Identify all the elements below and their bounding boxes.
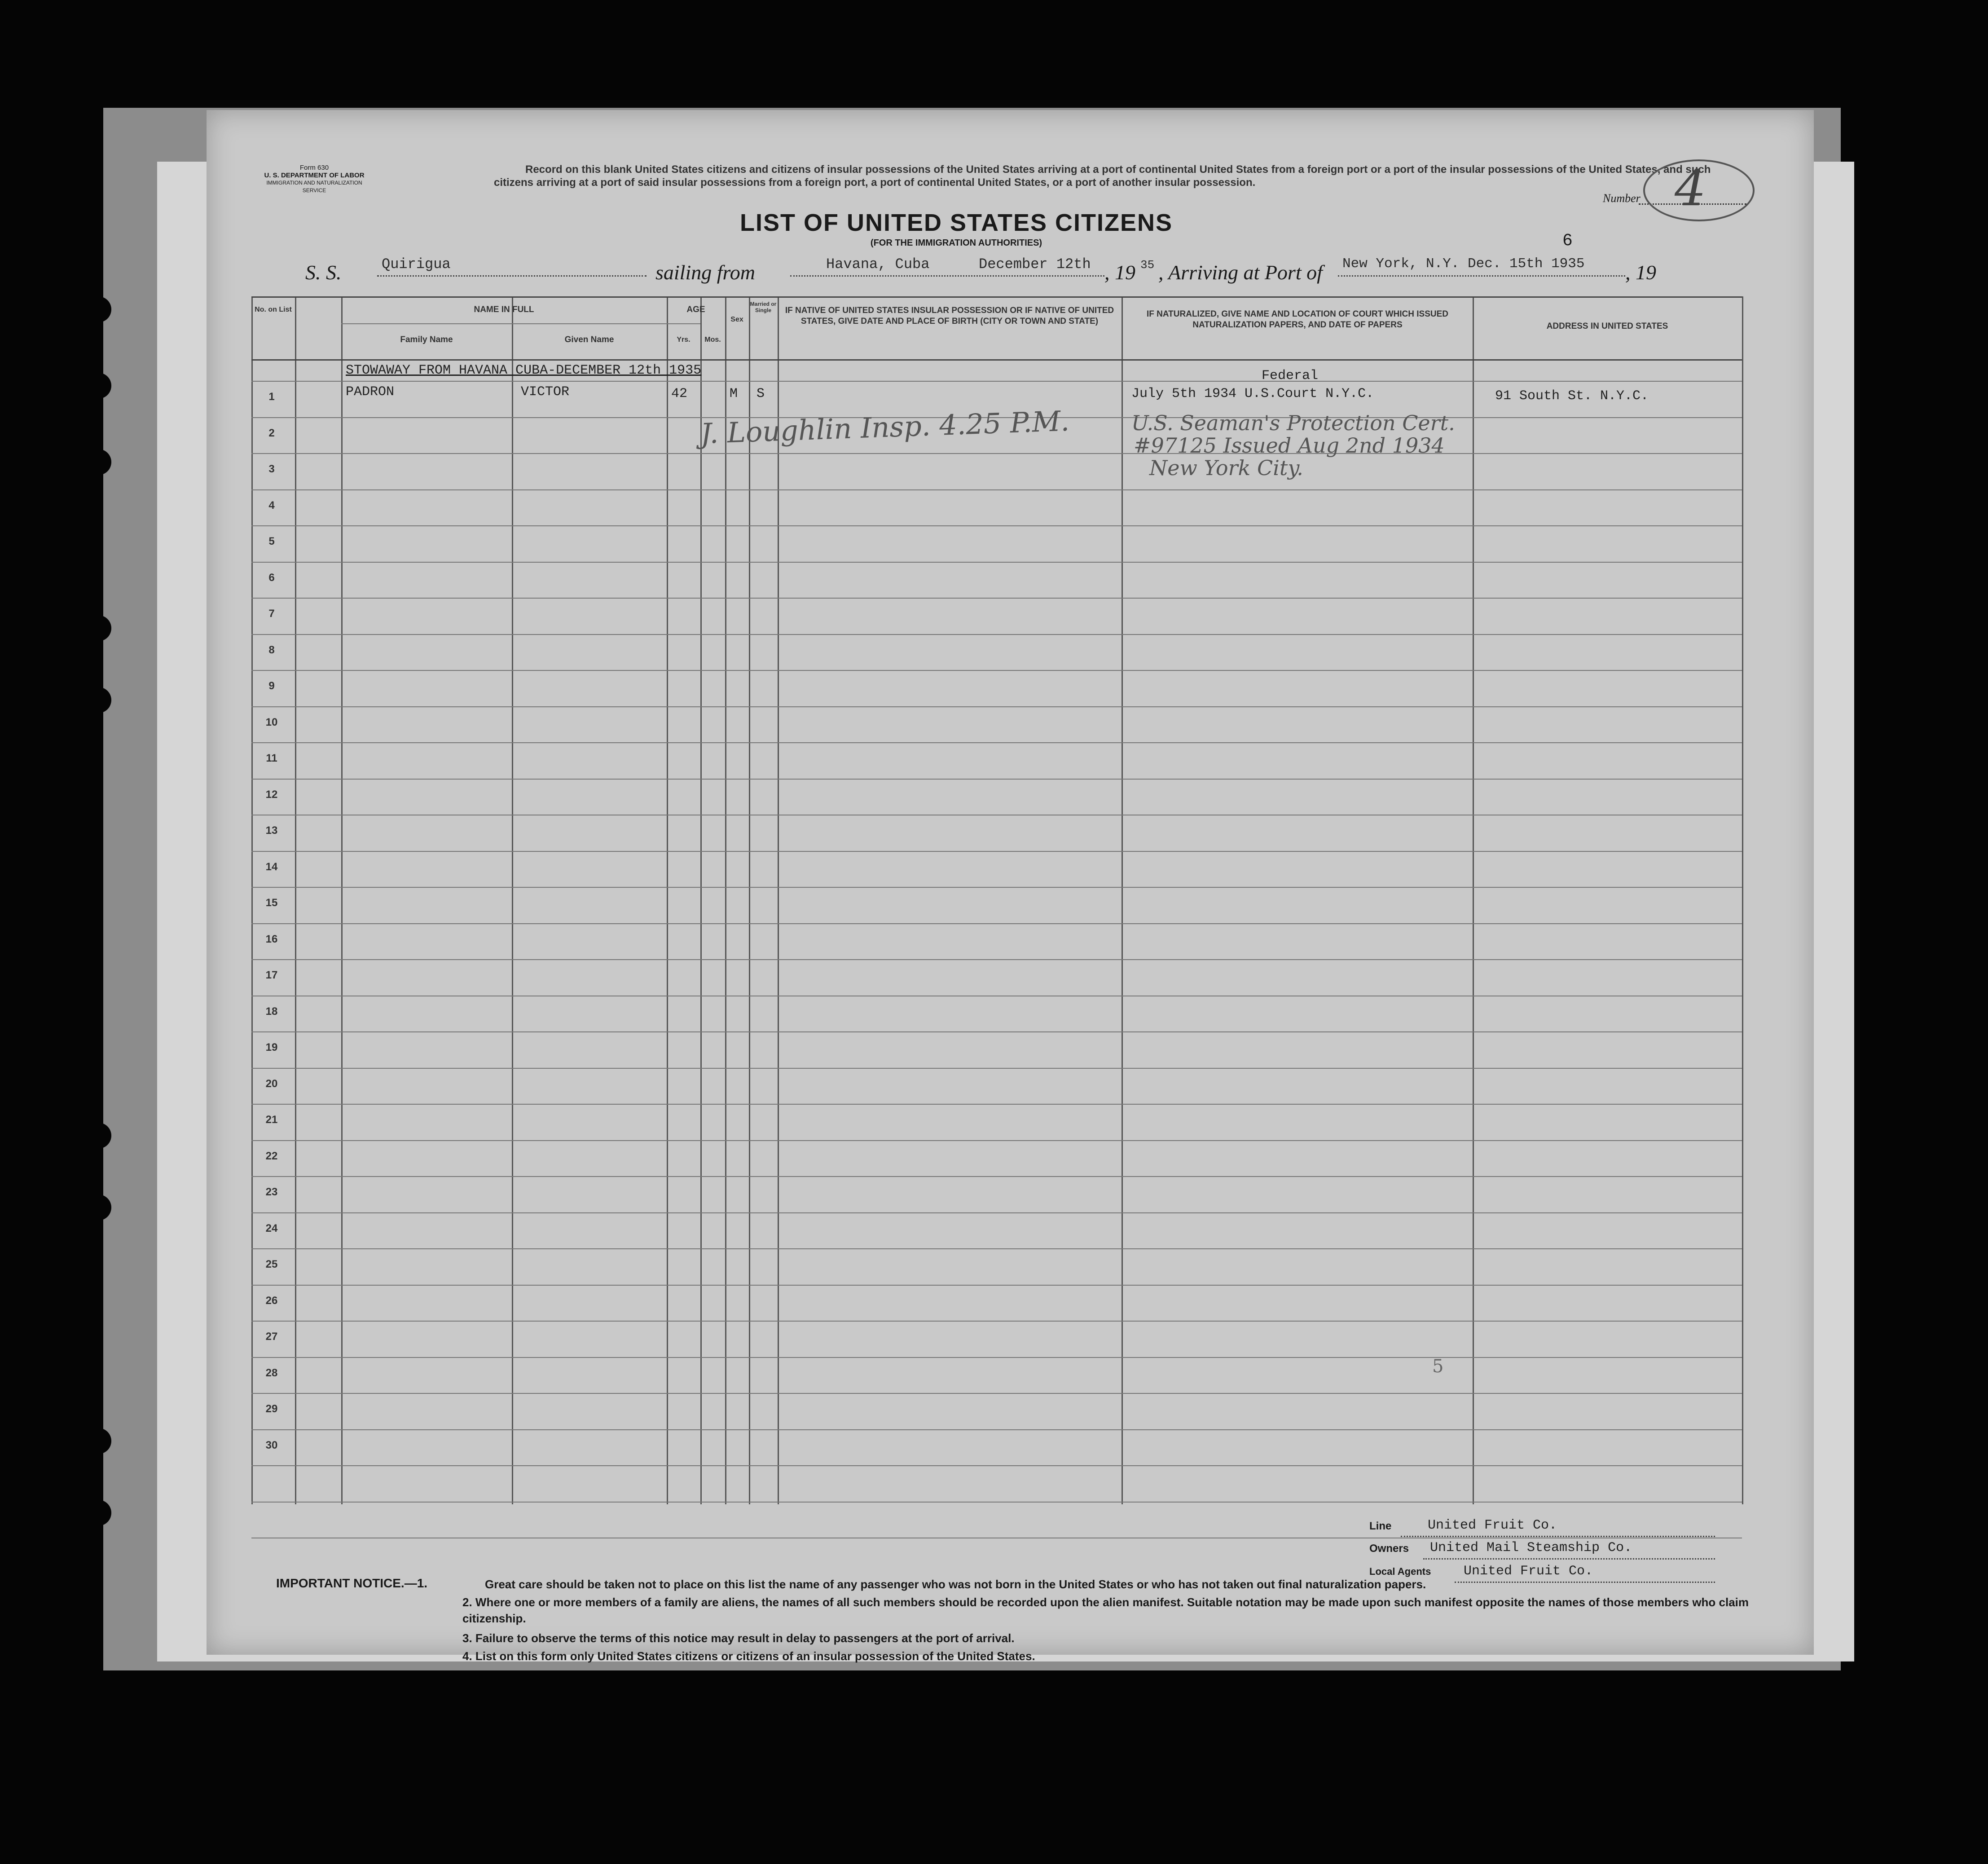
row-divider bbox=[251, 742, 1742, 743]
row-number: 10 bbox=[265, 716, 278, 728]
row-divider bbox=[251, 1031, 1742, 1032]
notice-item-3: 3. Failure to observe the terms of this notice may result in delay to passengers at the port of arrival. bbox=[462, 1631, 1015, 1645]
row-divider bbox=[251, 1212, 1742, 1213]
row-number: 5 bbox=[268, 535, 275, 547]
binder-hole bbox=[85, 449, 111, 475]
row-number: 12 bbox=[265, 788, 278, 801]
arrival-underline bbox=[1338, 275, 1625, 277]
stamp-mark: 5 bbox=[1432, 1356, 1444, 1377]
binder-hole bbox=[85, 296, 111, 322]
row-number: 24 bbox=[265, 1222, 278, 1234]
arriving-label: , Arriving at Port of bbox=[1158, 261, 1323, 284]
line-value: United Fruit Co. bbox=[1428, 1518, 1557, 1533]
row-number: 16 bbox=[265, 933, 278, 945]
row-number: 15 bbox=[265, 897, 278, 909]
row-divider bbox=[251, 1502, 1742, 1503]
notice-item-4: 4. List on this form only United States citizens or citizens of an insular possession of the United States. bbox=[462, 1649, 1035, 1663]
row-number: 29 bbox=[265, 1403, 278, 1415]
row-divider bbox=[251, 489, 1742, 490]
col-age: AGE bbox=[686, 305, 705, 314]
row-divider bbox=[251, 1176, 1742, 1177]
row-number: 3 bbox=[268, 463, 275, 475]
row-number: 26 bbox=[265, 1294, 278, 1307]
form-number: Form 630 bbox=[299, 164, 329, 172]
row-number: 14 bbox=[265, 860, 278, 873]
col-yrs: Yrs. bbox=[677, 336, 691, 344]
arrival-year: , 19 bbox=[1625, 261, 1656, 284]
agents-label: Local Agents bbox=[1369, 1566, 1431, 1577]
seaman-cert-line3: New York City. bbox=[1149, 456, 1303, 480]
col-address: ADDRESS IN UNITED STATES bbox=[1546, 322, 1668, 331]
col-native: IF NATIVE OF UNITED STATES INSULAR POSSESSION OR IF NATIVE OF UNITED STATES, GIVE DATE AND PLACE OF BIRTH (CITY OR TOWN AND STATE) bbox=[785, 306, 1114, 326]
entry-naturalization: July 5th 1934 U.S.Court N.Y.C. bbox=[1131, 386, 1374, 401]
row-number: 28 bbox=[265, 1366, 278, 1379]
year-prefix: , 19 bbox=[1104, 261, 1135, 284]
owners-value: United Mail Steamship Co. bbox=[1430, 1540, 1632, 1556]
record-instructions: Record on this blank United States citizens and citizens of insular possessions of the United States arriving at a port of continental United States from a foreign port or a port of the insular possessions of the United States, and such citizens arriving at a port of said insular possessions from a foreign port, a port of continental United States, or a port of another insular possession. bbox=[494, 163, 1711, 189]
number-label: Number bbox=[1603, 192, 1641, 205]
col-name-in-full: NAME IN FULL bbox=[474, 305, 534, 314]
row-number: 21 bbox=[265, 1114, 278, 1126]
department-name: U. S. DEPARTMENT OF LABOR bbox=[264, 172, 365, 179]
row-divider bbox=[251, 1248, 1742, 1249]
col-sex: Sex bbox=[730, 316, 743, 323]
row-number: 8 bbox=[268, 643, 275, 656]
page-number: 6 bbox=[1562, 231, 1573, 251]
row-divider bbox=[251, 453, 1742, 454]
entry-age: 42 bbox=[671, 386, 688, 401]
owners-label: Owners bbox=[1369, 1542, 1409, 1555]
row-divider bbox=[251, 634, 1742, 635]
sailing-label: sailing from bbox=[655, 261, 755, 284]
entry-family-name: PADRON bbox=[346, 384, 395, 400]
row-number: 20 bbox=[265, 1077, 278, 1090]
row-number: 9 bbox=[268, 680, 275, 692]
row-divider bbox=[251, 1357, 1742, 1358]
notice-heading: IMPORTANT NOTICE.—1. bbox=[276, 1576, 428, 1590]
row-number: 1 bbox=[268, 391, 275, 403]
notice-item-2: 2. Where one or more members of a family are aliens, the names of all such members should be recorded upon the alien manifest. Suitable notation may be made upon such manifest opposite the names of those members who claim citizenship. bbox=[462, 1595, 1749, 1625]
row-divider bbox=[251, 1068, 1742, 1069]
owners-underline bbox=[1423, 1558, 1715, 1560]
col-given-name: Given Name bbox=[564, 335, 614, 344]
row-number: 2 bbox=[268, 427, 275, 439]
row-number: 11 bbox=[266, 752, 277, 764]
row-number: 19 bbox=[265, 1041, 278, 1053]
entry-court-type: Federal bbox=[1262, 368, 1319, 383]
ss-label: S. S. bbox=[305, 261, 342, 284]
seaman-cert-line1: U.S. Seaman's Protection Cert. bbox=[1131, 411, 1455, 435]
line-underline bbox=[1401, 1536, 1715, 1537]
col-mos: Mos. bbox=[704, 336, 721, 344]
row-divider bbox=[251, 1285, 1742, 1286]
entry-given-name: VICTOR bbox=[521, 384, 570, 400]
row-number: 6 bbox=[268, 571, 275, 584]
page-title: LIST OF UNITED STATES CITIZENS bbox=[740, 209, 1173, 236]
notice-item-1: Great care should be taken not to place on this list the name of any passenger who was not born in the United States or who has not taken out final naturalization papers. bbox=[485, 1578, 1426, 1591]
seaman-cert-line2: #97125 Issued Aug 2nd 1934 bbox=[1134, 433, 1445, 458]
ship-underline bbox=[377, 275, 647, 277]
row-number: 17 bbox=[265, 969, 278, 981]
row-divider bbox=[251, 887, 1742, 888]
binder-hole bbox=[85, 687, 111, 713]
col-family-name: Family Name bbox=[400, 335, 453, 344]
row-divider bbox=[251, 1393, 1742, 1394]
binder-hole bbox=[85, 1194, 111, 1221]
row-divider bbox=[251, 851, 1742, 852]
page-subtitle: (FOR THE IMMIGRATION AUTHORITIES) bbox=[870, 238, 1042, 248]
row-divider bbox=[251, 779, 1742, 780]
ship-name: Quirigua bbox=[382, 256, 451, 273]
row-number: 4 bbox=[268, 499, 275, 511]
entry-sex: M bbox=[730, 386, 738, 401]
binder-hole bbox=[85, 615, 111, 641]
year-suffix: 35 bbox=[1140, 258, 1155, 272]
entry-address: 91 South St. N.Y.C. bbox=[1495, 388, 1649, 404]
binder-hole bbox=[85, 1123, 111, 1149]
row-number: 18 bbox=[265, 1005, 278, 1018]
row-number: 22 bbox=[265, 1150, 278, 1162]
row-divider bbox=[251, 1140, 1742, 1141]
row-divider bbox=[251, 1321, 1742, 1322]
line-label: Line bbox=[1369, 1520, 1392, 1532]
arrival-port: New York, N.Y. Dec. 15th 1935 bbox=[1342, 256, 1585, 272]
col-married: Married or Single bbox=[750, 301, 777, 313]
entry-marital: S bbox=[756, 386, 765, 401]
agents-value: United Fruit Co. bbox=[1464, 1564, 1593, 1579]
row-number: 30 bbox=[265, 1439, 278, 1451]
row-divider bbox=[251, 598, 1742, 599]
form-header bbox=[260, 164, 368, 194]
row-divider bbox=[251, 670, 1742, 671]
service-name: IMMIGRATION AND NATURALIZATION SERVICE bbox=[266, 180, 362, 194]
binder-hole bbox=[85, 1428, 111, 1454]
row-divider bbox=[251, 1429, 1742, 1430]
stowaway-note: STOWAWAY FROM HAVANA CUBA-DECEMBER 12th 1935 bbox=[346, 363, 702, 378]
row-divider bbox=[251, 525, 1742, 526]
inspector-signature: J. Loughlin Insp. 4.25 P.M. bbox=[699, 404, 1070, 450]
row-divider bbox=[251, 706, 1742, 707]
number-value: 4 bbox=[1675, 159, 1706, 217]
binder-hole bbox=[85, 1500, 111, 1526]
row-number: 7 bbox=[268, 608, 275, 620]
sailing-date: December 12th bbox=[979, 256, 1091, 273]
row-divider bbox=[251, 1465, 1742, 1466]
row-divider bbox=[251, 562, 1742, 563]
manifest-form bbox=[207, 110, 1814, 1663]
row-number: 27 bbox=[265, 1331, 278, 1343]
row-number: 23 bbox=[265, 1186, 278, 1198]
row-number: 13 bbox=[265, 824, 278, 837]
row-divider bbox=[251, 959, 1742, 960]
col-no: No. on List bbox=[255, 306, 292, 313]
row-number: 25 bbox=[265, 1258, 278, 1270]
date-underline bbox=[790, 275, 1104, 277]
binder-hole bbox=[85, 373, 111, 399]
row-divider bbox=[251, 1104, 1742, 1105]
col-naturalized: IF NATURALIZED, GIVE NAME AND LOCATION OF COURT WHICH ISSUED NATURALIZATION PAPERS, AND DATE OF PAPERS bbox=[1146, 309, 1448, 330]
from-port: Havana, Cuba bbox=[826, 256, 930, 273]
citizens-table bbox=[251, 296, 1742, 1504]
row-divider bbox=[251, 923, 1742, 924]
